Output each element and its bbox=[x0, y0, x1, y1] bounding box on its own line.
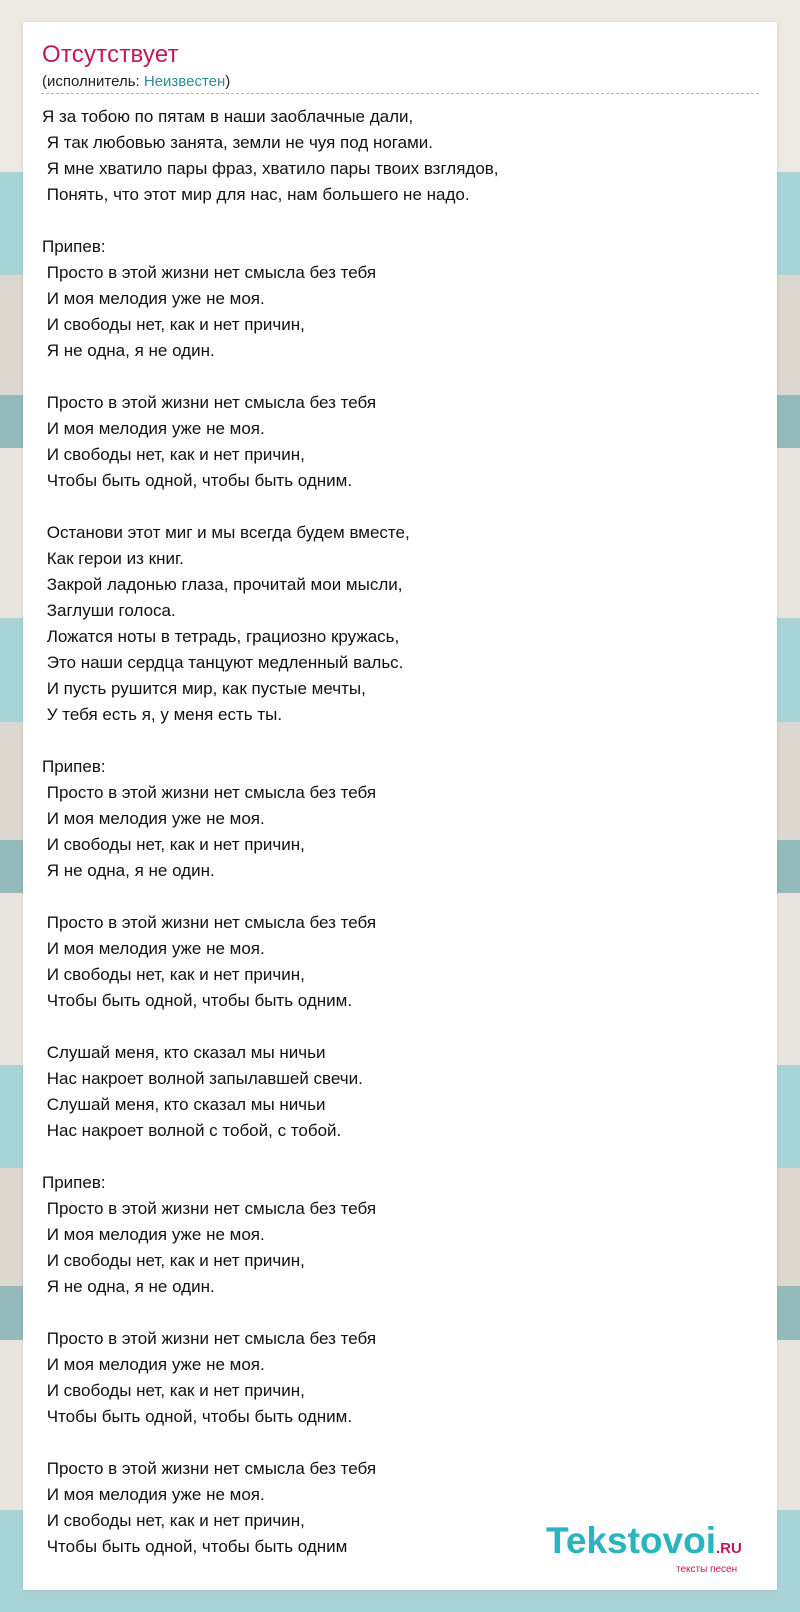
lyrics-blank-line bbox=[42, 884, 499, 910]
lyrics-line: Просто в этой жизни нет смысла без тебя bbox=[42, 1459, 377, 1478]
lyrics-line: Чтобы быть одной, чтобы быть одним. bbox=[42, 1407, 353, 1426]
lyrics-line: И свободы нет, как и нет причин, bbox=[42, 1381, 305, 1400]
lyrics-line: Слушай меня, кто сказал мы ничьи bbox=[42, 1043, 326, 1062]
artist-prefix: (исполнитель: bbox=[42, 73, 144, 90]
lyrics-line: И свободы нет, как и нет причин, bbox=[42, 315, 305, 334]
lyrics-line: И моя мелодия уже не моя. bbox=[42, 939, 265, 958]
logo-tagline: тексты песен bbox=[676, 1564, 738, 1575]
lyrics-line: Чтобы быть одной, чтобы быть одним bbox=[42, 1537, 348, 1556]
lyrics-blank-line bbox=[42, 494, 499, 520]
lyrics-line: Нас накроет волной запылавшей свечи. bbox=[42, 1069, 363, 1088]
lyrics-line: Я не одна, я не один. bbox=[42, 341, 215, 360]
lyrics-line: Просто в этой жизни нет смысла без тебя bbox=[42, 783, 377, 802]
logo-tld: .RU bbox=[715, 1540, 742, 1557]
lyrics-line: Просто в этой жизни нет смысла без тебя bbox=[42, 1329, 377, 1348]
artist-line bbox=[42, 73, 230, 90]
lyrics-line: Слушай меня, кто сказал мы ничьи bbox=[42, 1095, 326, 1114]
lyrics-line: Закрой ладонью глаза, прочитай мои мысли, bbox=[42, 575, 403, 594]
header-divider bbox=[41, 93, 759, 94]
lyrics-line: Чтобы быть одной, чтобы быть одним. bbox=[42, 991, 353, 1010]
lyrics-blank-line bbox=[42, 1300, 499, 1326]
lyrics-line: И свободы нет, как и нет причин, bbox=[42, 1251, 305, 1270]
lyrics-line: Я за тобою по пятам в наши заоблачные дали, bbox=[42, 107, 414, 126]
lyrics-line: У тебя есть я, у меня есть ты. bbox=[42, 705, 283, 724]
lyrics-line: Я не одна, я не один. bbox=[42, 1277, 215, 1296]
artist-link[interactable]: Неизвестен bbox=[143, 73, 226, 90]
lyrics-line: Припев: bbox=[42, 237, 106, 256]
lyrics-blank-line bbox=[42, 364, 499, 390]
lyrics-blank-line bbox=[42, 1430, 499, 1456]
lyrics-line: И свободы нет, как и нет причин, bbox=[42, 965, 305, 984]
lyrics-blank-line bbox=[42, 1014, 499, 1040]
lyrics-line: Припев: bbox=[42, 757, 106, 776]
lyrics-line: Просто в этой жизни нет смысла без тебя bbox=[42, 1199, 377, 1218]
lyrics-line: И моя мелодия уже не моя. bbox=[42, 289, 265, 308]
song-title: Отсутствует bbox=[42, 41, 179, 68]
lyrics-line: Заглуши голоса. bbox=[42, 601, 176, 620]
lyrics-line: Просто в этой жизни нет смысла без тебя bbox=[42, 393, 377, 412]
lyrics-line: И моя мелодия уже не моя. bbox=[42, 419, 265, 438]
lyrics-line: Понять, что этот мир для нас, нам большего не надо. bbox=[42, 185, 470, 204]
lyrics-line: И свободы нет, как и нет причин, bbox=[42, 1511, 305, 1530]
lyrics-text bbox=[42, 104, 499, 1560]
lyrics-card bbox=[23, 22, 777, 1590]
lyrics-line: Ложатся ноты в тетрадь, грациозно кружась, bbox=[42, 627, 400, 646]
site-logo[interactable] bbox=[546, 1520, 742, 1575]
logo-name: Tekstovoi bbox=[546, 1520, 716, 1561]
lyrics-line: Я мне хватило пары фраз, хватило пары твоих взглядов, bbox=[42, 159, 499, 178]
lyrics-line: И свободы нет, как и нет причин, bbox=[42, 835, 305, 854]
lyrics-line: Просто в этой жизни нет смысла без тебя bbox=[42, 913, 377, 932]
lyrics-line: Это наши сердца танцуют медленный вальс. bbox=[42, 653, 404, 672]
lyrics-line: Я так любовью занята, земли не чуя под ногами. bbox=[42, 133, 433, 152]
lyrics-line: И моя мелодия уже не моя. bbox=[42, 1225, 265, 1244]
lyrics-line: И моя мелодия уже не моя. bbox=[42, 1355, 265, 1374]
lyrics-line: Нас накроет волной с тобой, с тобой. bbox=[42, 1121, 342, 1140]
lyrics-line: Просто в этой жизни нет смысла без тебя bbox=[42, 263, 377, 282]
lyrics-blank-line bbox=[42, 208, 499, 234]
lyrics-line: И моя мелодия уже не моя. bbox=[42, 809, 265, 828]
lyrics-blank-line bbox=[42, 1144, 499, 1170]
lyrics-line: И свободы нет, как и нет причин, bbox=[42, 445, 305, 464]
lyrics-line: Чтобы быть одной, чтобы быть одним. bbox=[42, 471, 353, 490]
lyrics-line: И моя мелодия уже не моя. bbox=[42, 1485, 265, 1504]
lyrics-line: И пусть рушится мир, как пустые мечты, bbox=[42, 679, 366, 698]
lyrics-line: Я не одна, я не один. bbox=[42, 861, 215, 880]
lyrics-line: Припев: bbox=[42, 1173, 106, 1192]
artist-suffix: ) bbox=[225, 73, 231, 90]
lyrics-line: Как герои из книг. bbox=[42, 549, 184, 568]
lyrics-line: Останови этот миг и мы всегда будем вместе, bbox=[42, 523, 410, 542]
lyrics-blank-line bbox=[42, 728, 499, 754]
